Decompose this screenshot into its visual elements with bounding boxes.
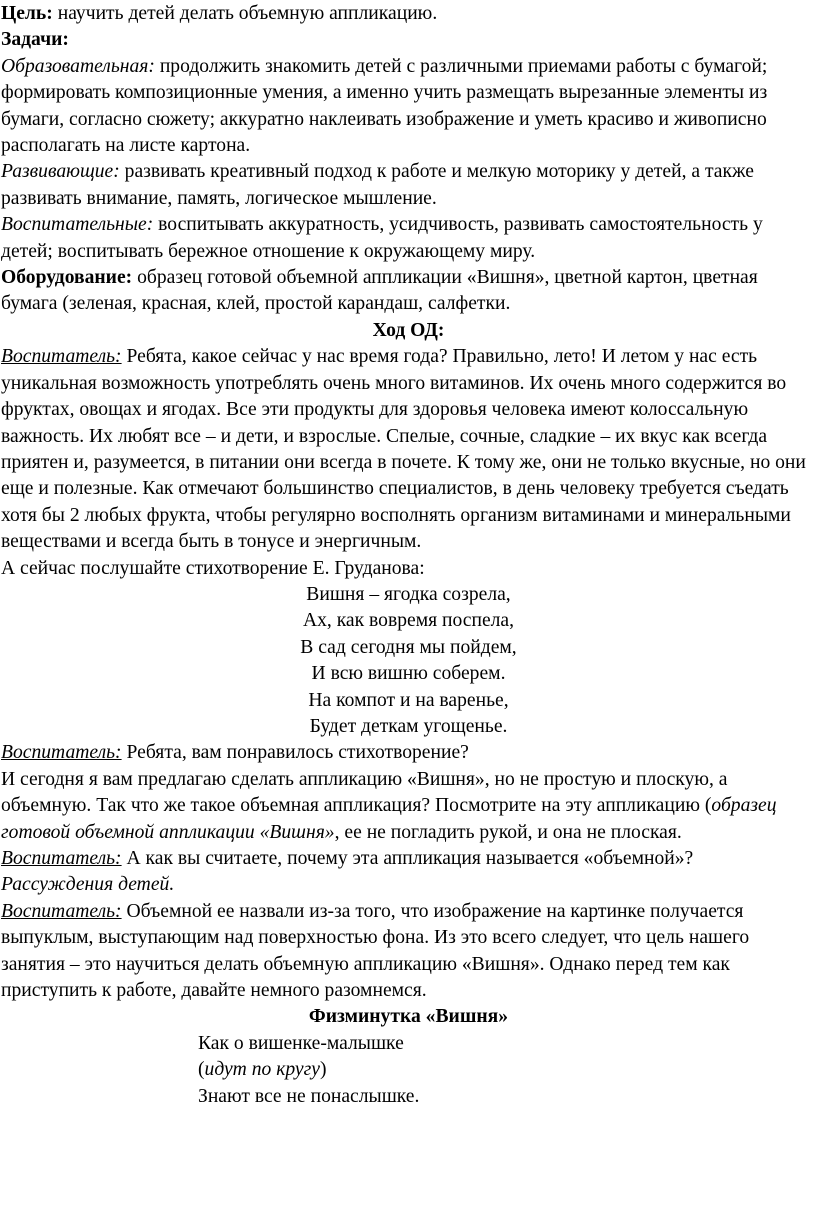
teacher-label: Воспитатель: (1, 346, 122, 368)
educational-label: Образовательная: (1, 55, 155, 77)
paragraph-1-text: Ребята, какое сейчас у нас время года? Правильно, лето! И летом у нас есть уникальная возможность употреблять очень много витаминов. Их очень много содержится во фруктах, овощах и ягодах. Все эти продукты для здоровья человека имеют колоссальную важность. Их любят все – и дети, и взрослые. Спелые, сочные, сладкие – их вкус как всегда приятен и, разумеется, в питании они всегда в почете. К тому же, они не только вкусные, но они еще и полезные. Как отмечают большинство специалистов, в день человеку требуется съедать хотя бы 2 любых фрукта, чтобы регулярно восполнять организм витаминами и минеральными веществами и всегда быть в тонусе и энергичным. (1, 346, 806, 553)
upbringing-label: Воспитательные: (1, 214, 154, 236)
goal-paragraph (1, 1, 816, 27)
tasks-heading-text: Задачи: (1, 29, 69, 51)
fizminutka-line (1, 1057, 816, 1083)
reasoning-text: Рассуждения детей. (1, 874, 175, 896)
poem-line: И всю вишню соберем. (311, 663, 506, 685)
educational-text: продолжить знакомить детей с различными приемами работы с бумагой; формировать композиционные умения, а именно учить размещать вырезанные элементы из бумаги, согласно сюжету; аккуратно наклеивать изображение и уметь красиво и живописно располагать на листе картона. (1, 55, 768, 157)
upbringing-text: воспитывать аккуратность, усидчивость, развивать самостоятельность у детей; воспитывать бережное отношение к окружающему миру. (1, 214, 763, 262)
paragraph-3-text-a: И сегодня я вам предлагаю сделать аппликацию «Вишня», но не простую и плоскую, а объемную. Так что же такое объемная аппликация? Посмотрите на эту аппликацию ( (1, 768, 728, 817)
course-heading-text: Ход ОД: (372, 319, 445, 341)
developing-text: развивать креативный подход к работе и мелкую моторику у детей, а также развивать внимание, память, логическое мышление. (1, 161, 754, 209)
equipment-text: образец готовой объемной аппликации «Вишня», цветной картон, цветная бумага (зеленая, красная, клей, простой карандаш, салфетки. (1, 267, 758, 315)
children-reasoning (1, 872, 816, 898)
poem-line: Будет деткам угощенье. (309, 715, 508, 737)
course-heading (1, 318, 816, 344)
teacher-paragraph-1 (1, 344, 816, 555)
fizminutka-line: Знают все не понаслышке. (198, 1085, 420, 1107)
paragraph-5-text: Объемной ее назвали из-за того, что изображение на картинке получается выпуклым, выступающим над поверхностью фона. Из это всего следует, что цель нашего занятия – это научиться делать объемную аппликацию «Вишня». Однако перед тем как приступить к работе, давайте немного разомнемся. (1, 900, 750, 1002)
poem-line: В сад сегодня мы пойдем, (300, 636, 517, 658)
equipment-label: Оборудование: (1, 267, 133, 289)
poem-line: Вишня – ягодка созрела, (306, 583, 511, 605)
paragraph-4-text: А как вы считаете, почему эта аппликация называется «объемной»? (121, 848, 694, 869)
fizminutka-instruction: идут по кругу (204, 1059, 320, 1081)
teacher-label: Воспитатель: (1, 848, 122, 869)
fizminutka-heading-text: Физминутка «Вишня» (308, 1006, 509, 1028)
teacher-paragraph-5 (1, 899, 816, 1005)
fizminutka-heading (1, 1004, 816, 1030)
poem-block (1, 582, 816, 740)
teacher-label: Воспитатель: (1, 742, 122, 764)
goal-text: научить детей делать объемную аппликацию. (52, 3, 438, 24)
paragraph-2-text: Ребята, вам понравилось стихотворение? (121, 742, 469, 764)
fizminutka-paren-open: ( (198, 1059, 205, 1081)
paragraph-3-text-b: , ее не погладить рукой, и она не плоская. (334, 821, 682, 843)
teacher-paragraph-2 (1, 740, 816, 766)
paragraph-3-italic: образец готовой объемной аппликации «Вишня» (1, 795, 777, 843)
upbringing-task (1, 212, 816, 265)
fizminutka-paren-close: ) (319, 1059, 327, 1081)
poem-intro: А сейчас послушайте стихотворение Е. Груданова: (1, 557, 425, 579)
poem-line: На компот и на варенье, (308, 689, 509, 711)
teacher-paragraph-4 (1, 846, 816, 872)
goal-label: Цель: (1, 3, 53, 24)
teacher-label: Воспитатель: (1, 900, 122, 922)
paragraph-3 (1, 767, 816, 846)
equipment-paragraph (1, 265, 816, 318)
educational-task (1, 54, 816, 160)
developing-task (1, 159, 816, 212)
poem-line: Ах, как вовремя поспела, (302, 610, 515, 632)
fizminutka-line: Как о вишенке-малышке (198, 1032, 404, 1054)
developing-label: Развивающие: (1, 161, 120, 183)
tasks-heading (1, 27, 816, 53)
